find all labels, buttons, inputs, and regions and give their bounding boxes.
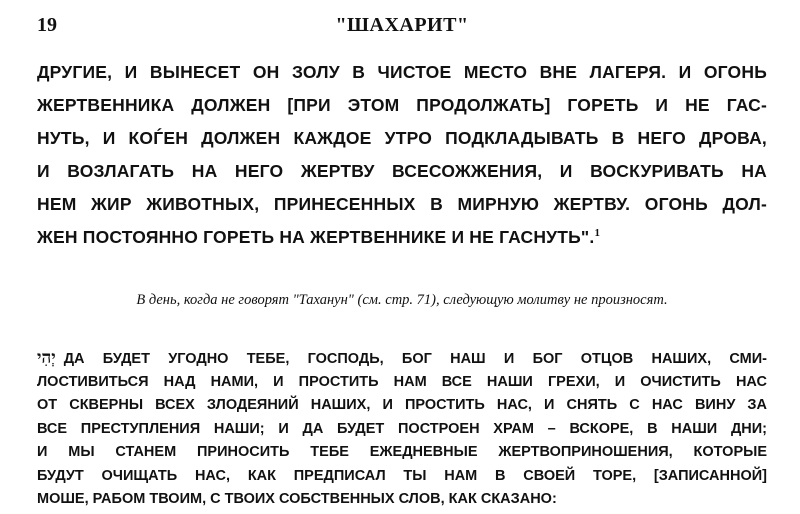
- page-number: 19: [37, 14, 57, 36]
- passage-2-line: ДА БУДЕТ УГОДНО ТЕБЕ, ГОСПОДЬ, БОГ НАШ И БОГ ОТЦОВ НАШИХ, СМИ-: [63, 351, 767, 367]
- passage-2-line: И МЫ СТАНЕМ ПРИНОСИТЬ ТЕБЕ ЕЖЕДНЕВНЫЕ ЖЕРТВОПРИНОШЕНИЯ, КОТОРЫЕ: [37, 444, 767, 460]
- footnote-reference: 1: [594, 227, 601, 240]
- running-title: "ШАХАРИТ": [335, 14, 469, 36]
- passage-1-line: НЕМ ЖИР ЖИВОТНЫХ, ПРИНЕСЕННЫХ В МИРНУЮ ЖЕРТВУ. ОГОНЬ ДОЛ-: [37, 194, 767, 214]
- passage-2-line: ОТ СКВЕРНЫ ВСЕХ ЗЛОДЕЯНИЙ НАШИХ, И ПРОСТИТЬ НАС, И СНЯТЬ С НАС ВИНУ ЗА: [37, 397, 767, 413]
- passage-1-line: И ВОЗЛАГАТЬ НА НЕГО ЖЕРТВУ ВСЕСОЖЖЕНИЯ, И ВОСКУРИВАТЬ НА: [37, 161, 767, 181]
- passage-1-last-line: [37, 221, 767, 254]
- passage-2-line: ВСЕ ПРЕСТУПЛЕНИЯ НАШИ; И ДА БУДЕТ ПОСТРОЕН ХРАМ – ВСКОРЕ, В НАШИ ДНИ;: [37, 420, 767, 437]
- hebrew-initial-word: יְהִי: [37, 348, 56, 368]
- passage-2-line: БУДУТ ОЧИЩАТЬ НАС, КАК ПРЕДПИСАЛ ТЫ НАМ В СВОЕЙ ТОРЕ, [ЗАПИСАННОЙ]: [37, 467, 767, 484]
- passage-2-line: ЛОСТИВИТЬСЯ НАД НАМИ, И ПРОСТИТЬ НАМ ВСЕ НАШИ ГРЕХИ, И ОЧИСТИТЬ НАС: [37, 373, 767, 390]
- passage-2-first-line: [37, 347, 767, 371]
- passage-1: [37, 56, 767, 254]
- passage-1-line: ЖЕН ПОСТОЯННО ГОРЕТЬ НА ЖЕРТВЕННИКЕ И НЕ ГАСНУТЬ".: [37, 227, 595, 247]
- passage-2-line: МОШЕ, РАБОМ ТВОИМ, С ТВОИХ СОБСТВЕННЫХ СЛОВ, КАК СКАЗАНО:: [37, 491, 557, 507]
- passage-1-line: ЖЕРТВЕННИКА ДОЛЖЕН [ПРИ ЭТОМ ПРОДОЛЖАТЬ] ГОРЕТЬ И НЕ ГАС-: [37, 95, 767, 115]
- passage-1-line: ДРУГИЕ, И ВЫНЕСЕТ ОН ЗОЛУ В ЧИСТОЕ МЕСТО ВНЕ ЛАГЕРЯ. И ОГОНЬ: [37, 62, 767, 82]
- passage-1-line: НУТЬ, И КОЃЕН ДОЛЖЕН КАЖДОЕ УТРО ПОДКЛАДЫВАТЬ В НЕГО ДРОВА,: [37, 128, 767, 148]
- rubric-note: В день, когда не говорят "Таханун" (см. стр. 71), следующую молитву не произносят.: [136, 292, 668, 308]
- passage-2: [37, 347, 767, 512]
- page-header: [37, 14, 767, 38]
